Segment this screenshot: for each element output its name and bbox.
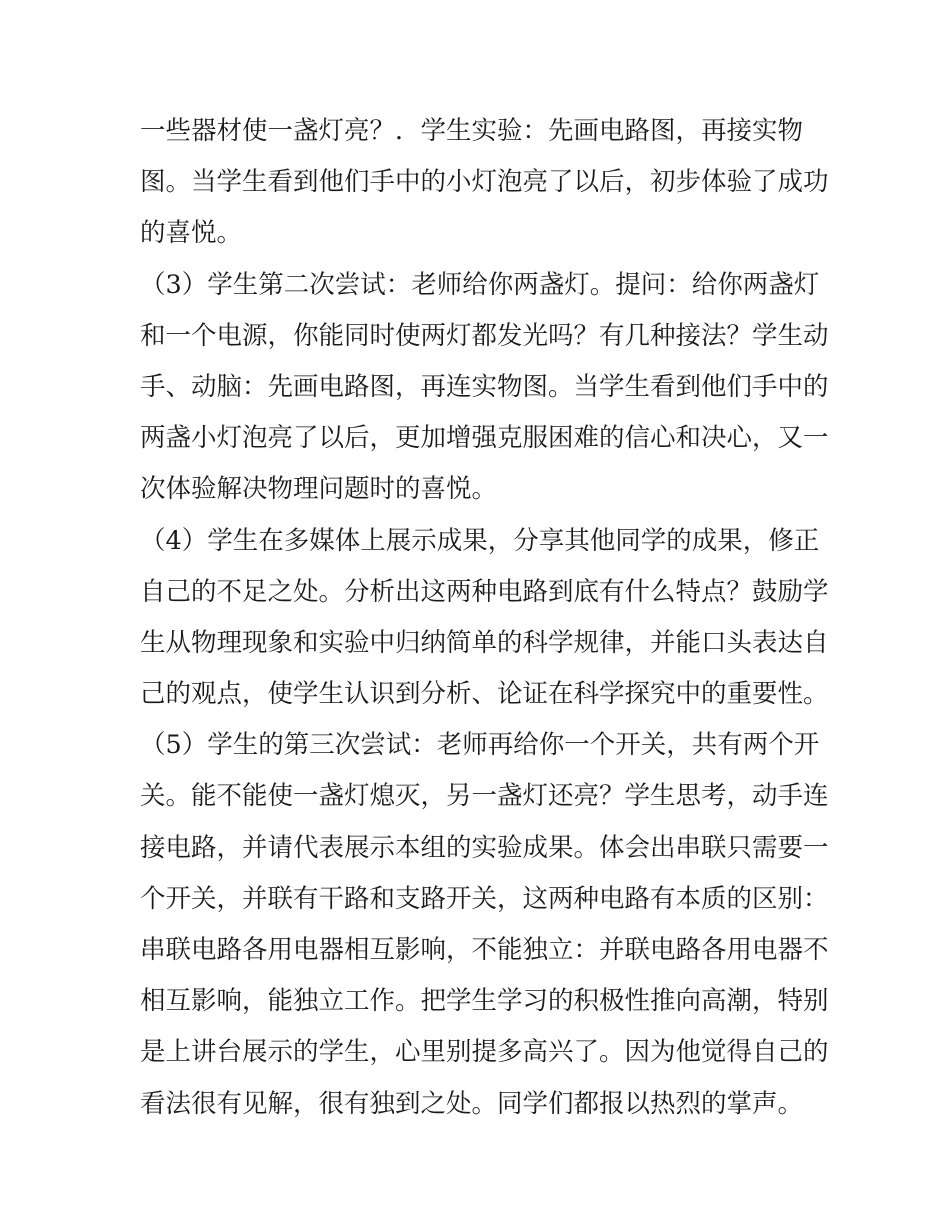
text-line: 是上讲台展示的学生，心里别提多高兴了。因为他觉得自己的 bbox=[140, 1037, 829, 1068]
text-line: 两盏小灯泡亮了以后，更加增强克服困难的信心和决心，又一 bbox=[140, 423, 829, 454]
text-line: 生从物理现象和实验中归纳简单的科学规律，并能口头表达自 bbox=[140, 627, 829, 658]
text-line: 和一个电源，你能同时使两灯都发光吗？有几种接法？学生动 bbox=[140, 320, 829, 351]
text-line: （5）学生的第三次尝试：老师再给你一个开关，共有两个开 bbox=[140, 730, 820, 761]
text-line: 串联电路各用电器相互影响，不能独立：并联电路各用电器不 bbox=[140, 935, 829, 965]
text-line: （3）学生第二次尝试：老师给你两盏灯。提问：给你两盏灯 bbox=[140, 269, 820, 300]
text-line: （4）学生在多媒体上展示成果，分享其他同学的成果，修正 bbox=[140, 525, 820, 556]
text-line: 个开关，并联有干路和支路开关，这两种电路有本质的区别： bbox=[140, 883, 829, 914]
text-line: 自己的不足之处。分析出这两种电路到底有什么特点？鼓励学 bbox=[140, 576, 829, 607]
text-line: 看法很有见解，很有独到之处。同学们都报以热烈的掌声。 bbox=[140, 1088, 804, 1119]
text-line: 手、动脑：先画电路图，再连实物图。当学生看到他们手中的 bbox=[140, 371, 829, 402]
text-line: 相互影响，能独立工作。把学生学习的积极性推向高潮，特别 bbox=[140, 986, 829, 1017]
text-line: 图。当学生看到他们手中的小灯泡亮了以后，初步体验了成功 bbox=[140, 167, 829, 198]
text-line: 一些器材使一盏灯亮？．学生实验：先画电路图，再接实物 bbox=[140, 116, 804, 146]
document-page bbox=[140, 106, 829, 1130]
text-line: 次体验解决物理问题时的喜悦。 bbox=[140, 474, 498, 505]
text-line: 的喜悦。 bbox=[140, 218, 243, 249]
text-line: 己的观点，使学生认识到分析、论证在科学探究中的重要性。 bbox=[140, 679, 829, 710]
text-line: 关。能不能使一盏灯熄灭，另一盏灯还亮？学生思考，动手连 bbox=[140, 781, 829, 812]
text-line: 接电路，并请代表展示本组的实验成果。体会出串联只需要一 bbox=[140, 832, 829, 863]
